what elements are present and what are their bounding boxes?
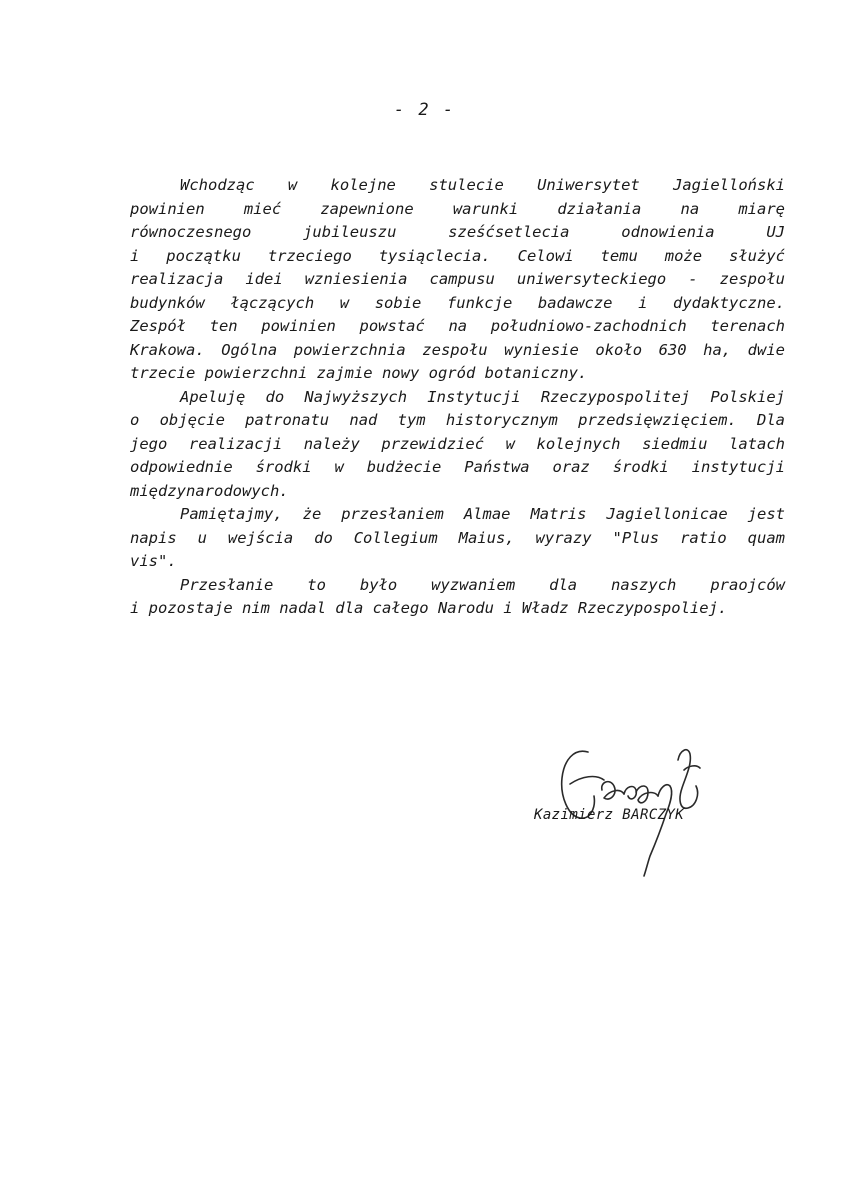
signer-name: Kazimierz BARCZYK [534,807,685,823]
text-line: równoczesnego jubileuszu sześćsetlecia odnowienia UJ [130,223,785,241]
text-line: Krakowa. Ogólna powierzchnia zespołu wyniesie około 630 ha, dwie [130,340,785,359]
paragraph [130,574,785,621]
paragraph [130,386,785,504]
paragraph [130,174,785,386]
text-line: powinien mieć zapewnione warunki działania na miarę [130,199,785,218]
text-line: i pozostaje nim nadal dla całego Narodu i Władz Rzeczypospoliej. [130,599,728,617]
text-line: jego realizacji należy przewidzieć w kolejnych siedmiu latach [130,434,785,453]
text-line: budynków łączących w sobie funkcje badawcze i dydaktyczne. [130,293,785,312]
text-line: odpowiednie środki w budżecie Państwa oraz środki instytucji [130,458,785,476]
text-line: Pamiętajmy, że przesłaniem Almae Matris Jagiellonicae jest [180,505,785,523]
text-line: Zespół ten powinien powstać na południowo-zachodnich terenach [130,317,785,335]
text-line: Przesłanie to było wyzwaniem dla naszych praojców [180,575,785,594]
text-line: o objęcie patronatu nad tym historycznym przedsięwzięciem. Dla [130,411,785,429]
text-line: trzecie powierzchni zajmie nowy ogród botaniczny. [130,364,588,382]
signature-block [530,730,730,890]
text-line: Wchodząc w kolejne stulecie Uniwersytet Jagielloński [180,176,785,194]
text-line: napis u wejścia do Collegium Maius, wyrazy "Plus ratio quam [130,528,785,547]
text-line: vis". [130,552,177,570]
page-number: - 2 - [393,100,456,120]
text-line: i początku trzeciego tysiąclecia. Celowi temu może służyć [130,246,785,265]
text-line: Apeluję do Najwyższych Instytucji Rzeczypospolitej Polskiej [180,387,785,406]
text-line: realizacja idei wzniesienia campusu uniwersyteckiego - zespołu [130,270,785,288]
text-line: międzynarodowych. [130,481,289,500]
paragraph [130,503,785,574]
letter-body [130,174,785,621]
